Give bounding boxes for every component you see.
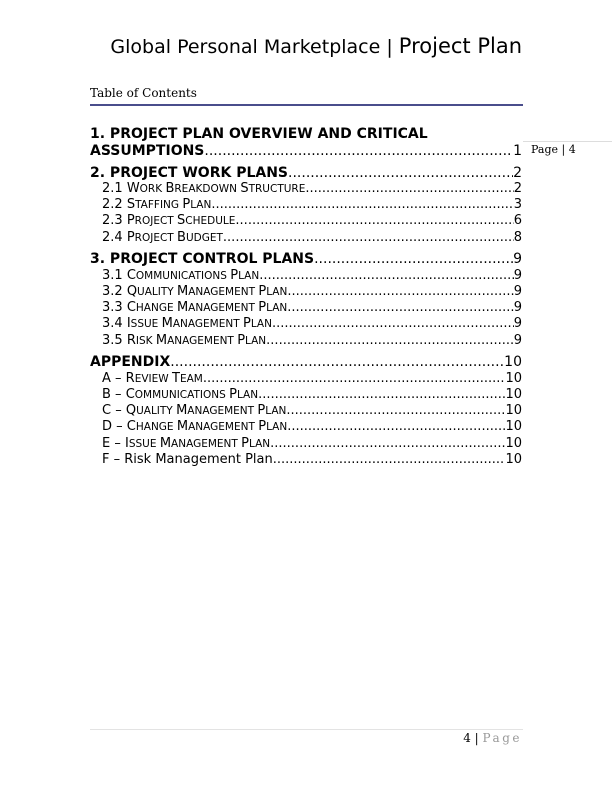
toc-entry-title: 3. PROJECT CONTROL PLANS xyxy=(90,251,315,268)
toc-entry-text: EAM xyxy=(179,372,203,385)
toc-entry-text: TAFFING xyxy=(135,199,183,212)
toc-leader-dots xyxy=(305,181,513,197)
toc-entry-text: LAN xyxy=(266,421,288,434)
toc-entry-page: 9 xyxy=(513,332,522,348)
toc-entry-page: 9 xyxy=(513,316,522,332)
toc-entry-text: T xyxy=(172,370,180,386)
toc-entry-page: 10 xyxy=(505,419,522,435)
toc-entry-text: LAN xyxy=(245,334,267,347)
toc-entry-number: B – xyxy=(102,387,126,403)
toc-entry-section-1[interactable] xyxy=(90,126,522,159)
toc-entry-text: SSUE xyxy=(128,437,160,450)
toc-entry-text: ANAGEMENT xyxy=(171,437,242,450)
toc-entry-text: S xyxy=(126,197,136,213)
toc-entry-number: 3.1 xyxy=(102,267,127,283)
table-of-contents xyxy=(90,126,522,468)
toc-leader-dots xyxy=(314,251,513,268)
toc-entry[interactable] xyxy=(90,213,522,229)
toc-entry-title xyxy=(102,333,266,349)
toc-leader-dots xyxy=(223,230,514,246)
toc-entry-text: M xyxy=(159,435,172,451)
toc-entry-text: TRUCTURE xyxy=(248,183,306,195)
toc-entry-text: EVIEW xyxy=(134,372,172,385)
toc-entry[interactable] xyxy=(90,403,522,419)
toc-entry-number: 3.2 xyxy=(102,284,127,300)
toc-entry-title xyxy=(102,284,287,300)
toc-entry-text: ANAGEMENT xyxy=(188,302,259,315)
toc-entry-text: P xyxy=(182,197,191,213)
toc-entry[interactable] xyxy=(90,452,522,468)
toc-entry-text: OMMUNICATIONS xyxy=(135,269,231,282)
toc-heading-rule xyxy=(90,104,523,106)
toc-entry-text: P xyxy=(126,213,135,229)
toc-leader-dots xyxy=(287,284,513,300)
toc-entry-text: ROJECT xyxy=(134,215,178,228)
toc-leader-dots xyxy=(286,403,505,419)
toc-entry-text: LAN xyxy=(236,389,259,402)
toc-entry[interactable] xyxy=(90,387,522,403)
toc-entry-number: 3.5 xyxy=(102,332,127,348)
toc-leader-dots xyxy=(287,300,513,316)
toc-entry-text: ANAGEMENT xyxy=(187,405,258,418)
toc-entry-title xyxy=(102,300,287,316)
toc-entry-number: D – xyxy=(102,419,127,435)
toc-entry-text: HANGE xyxy=(135,302,177,315)
toc-entry-text: P xyxy=(229,387,237,403)
toc-entry-text: SSUE xyxy=(130,318,162,331)
toc-entry-number: 2.4 xyxy=(102,229,127,245)
toc-appendix-items xyxy=(90,371,522,468)
toc-entry-title xyxy=(102,213,235,229)
toc-entry-number: A – xyxy=(102,370,126,386)
toc-entry-text: P xyxy=(242,316,251,332)
toc-leader-dots xyxy=(272,316,514,332)
toc-entry-text: ORK xyxy=(139,183,166,195)
toc-entry-title xyxy=(102,436,270,452)
toc-entry-text: B xyxy=(165,181,175,196)
toc-entry-title xyxy=(102,316,272,332)
toc-entry-title: APPENDIX xyxy=(90,354,171,371)
toc-entry-title xyxy=(102,230,223,246)
toc-entry-text: S xyxy=(240,181,249,196)
toc-entry-title-line1: 1. PROJECT PLAN OVERVIEW AND CRITICAL xyxy=(90,126,428,142)
toc-entry-text: ANAGEMENT xyxy=(188,421,259,434)
toc-entry-text: B xyxy=(177,229,186,245)
toc-leader-dots xyxy=(266,333,514,349)
toc-entry-text: P xyxy=(257,403,266,419)
toc-entry-number: 2.3 xyxy=(102,213,127,229)
side-page-label: Page | 4 xyxy=(531,143,576,156)
toc-entry-page: 1 xyxy=(513,142,522,159)
toc-entry-number: 2.2 xyxy=(102,197,127,213)
toc-entry[interactable] xyxy=(90,333,522,349)
toc-entry-text: CHEDULE xyxy=(185,215,236,228)
toc-entry[interactable] xyxy=(90,197,522,213)
toc-entry-text: C xyxy=(126,267,136,283)
toc-entry-title xyxy=(102,371,203,387)
toc-entry-text: LAN xyxy=(238,269,260,282)
toc-entry-page: 10 xyxy=(505,387,522,403)
toc-entry-text: Q xyxy=(125,403,137,419)
toc-entry-text: M xyxy=(176,419,189,435)
toc-entry-title xyxy=(102,197,211,213)
toc-leader-dots xyxy=(287,419,505,435)
toc-entry-text: C xyxy=(126,419,136,435)
side-page-rule xyxy=(523,141,612,142)
toc-leader-dots xyxy=(204,143,513,160)
toc-entry-page: 9 xyxy=(513,251,522,268)
toc-entry-text: UDGET xyxy=(185,231,223,244)
toc-entry-number: 3.3 xyxy=(102,300,127,316)
toc-entry-text: LAN xyxy=(249,437,271,450)
toc-entry-text: P xyxy=(258,300,267,316)
toc-entry-number: 3.4 xyxy=(102,316,127,332)
toc-entry-text: P xyxy=(258,284,267,300)
toc-entry-page: 10 xyxy=(505,435,522,451)
toc-entry-text: REAKDOWN xyxy=(174,183,241,195)
footer-separator: | xyxy=(470,731,483,745)
toc-leader-dots xyxy=(235,213,513,229)
toc-heading: Table of Contents xyxy=(90,86,197,100)
header-title-main: Global Personal Marketplace | xyxy=(110,36,399,58)
toc-leader-dots xyxy=(258,387,505,403)
footer-rule xyxy=(90,729,523,730)
toc-entry[interactable] xyxy=(90,268,522,284)
footer-page-word: Page xyxy=(482,731,522,745)
toc-entry-title xyxy=(102,403,286,419)
toc-entry-page: 9 xyxy=(513,300,522,316)
toc-entry-text: ROJECT xyxy=(134,231,178,244)
toc-entry-text: M xyxy=(176,403,188,419)
page-footer xyxy=(0,731,522,745)
toc-entry-text: W xyxy=(126,181,140,196)
toc-entry-text: C xyxy=(125,387,135,403)
toc-entry-title xyxy=(102,181,305,197)
toc-entry-number: 2.1 xyxy=(102,181,127,196)
toc-entry-text: P xyxy=(258,419,267,435)
toc-entry-text: Q xyxy=(126,284,138,300)
toc-entry-text: UALITY xyxy=(136,405,177,418)
toc-entry-page: 9 xyxy=(513,267,522,283)
toc-leader-dots xyxy=(170,354,504,371)
toc-entry-text: M xyxy=(177,284,189,300)
toc-entry-text: R xyxy=(126,332,136,348)
toc-entry-text: HANGE xyxy=(135,421,177,434)
toc-entry-text: LAN xyxy=(266,286,288,299)
toc-entry-page: 8 xyxy=(513,229,522,245)
toc-entry-title xyxy=(102,387,258,403)
toc-entry-page: 2 xyxy=(513,164,522,181)
toc-entry[interactable] xyxy=(90,284,522,300)
toc-leader-dots xyxy=(259,268,513,284)
toc-entry-page: 6 xyxy=(513,213,522,229)
toc-entry-page: 3 xyxy=(513,197,522,213)
toc-entry-text: C xyxy=(126,300,136,316)
toc-entry-text: P xyxy=(230,267,239,283)
toc-entry[interactable] xyxy=(90,181,522,197)
toc-entry[interactable] xyxy=(90,436,522,452)
toc-entry[interactable] xyxy=(90,371,522,387)
toc-entry-text: LAN xyxy=(190,199,212,212)
toc-entry-text: S xyxy=(177,213,186,229)
toc-entry-text: P xyxy=(241,435,249,451)
toc-entry-text: P xyxy=(237,332,246,348)
toc-section-2-items xyxy=(90,181,522,246)
toc-entry-text: ISK xyxy=(135,334,156,347)
toc-entry-page: 10 xyxy=(505,451,522,467)
toc-entry-page: 2 xyxy=(513,181,522,196)
toc-entry[interactable] xyxy=(90,419,522,435)
toc-entry-title xyxy=(102,268,259,284)
toc-entry-title xyxy=(102,452,273,468)
toc-entry-title: 2. PROJECT WORK PLANS xyxy=(90,164,289,181)
toc-entry-text: P xyxy=(126,229,135,245)
toc-entry-page: 10 xyxy=(504,354,522,371)
toc-entry-text: ANAGEMENT xyxy=(172,318,243,331)
toc-entry-title-line2: ASSUMPTIONS xyxy=(90,142,205,159)
toc-entry-text: M xyxy=(176,300,189,316)
toc-leader-dots xyxy=(288,165,513,182)
toc-entry-page: 9 xyxy=(513,284,522,300)
toc-entry-text: F – Risk Management Plan xyxy=(102,451,273,467)
toc-entry-text: LAN xyxy=(266,302,288,315)
toc-entry-text: OMMUNICATIONS xyxy=(134,389,230,402)
toc-entry-page: 10 xyxy=(505,370,522,386)
toc-entry[interactable] xyxy=(90,300,522,316)
toc-entry-text: ANAGEMENT xyxy=(188,286,259,299)
toc-entry-section-3[interactable] xyxy=(90,251,522,268)
toc-entry[interactable] xyxy=(90,230,522,246)
toc-entry-number: C – xyxy=(102,403,126,419)
toc-entry-text: R xyxy=(125,370,135,386)
toc-entry-text: M xyxy=(161,316,173,332)
toc-leader-dots xyxy=(270,436,505,452)
toc-entry-text: LAN xyxy=(250,318,272,331)
toc-entry-text: I xyxy=(124,435,129,451)
toc-entry-text: LAN xyxy=(265,405,287,418)
toc-leader-dots xyxy=(203,371,506,387)
toc-entry-text: I xyxy=(126,316,131,332)
toc-entry-section-2[interactable] xyxy=(90,165,522,182)
toc-entry[interactable] xyxy=(90,316,522,332)
toc-leader-dots xyxy=(211,197,513,213)
footer-page-number: 4 xyxy=(463,731,471,745)
toc-leader-dots xyxy=(273,452,506,468)
toc-section-3-items xyxy=(90,268,522,349)
document-header-title xyxy=(0,34,522,58)
toc-entry-title xyxy=(102,419,287,435)
toc-entry-text: UALITY xyxy=(137,286,178,299)
toc-entry-text: ANAGEMENT xyxy=(167,334,238,347)
toc-entry-appendix[interactable] xyxy=(90,354,522,371)
toc-entry-number: E – xyxy=(102,435,125,451)
toc-entry-text: M xyxy=(155,332,168,348)
header-title-tail: Project Plan xyxy=(398,34,522,58)
toc-entry-page: 10 xyxy=(505,403,522,419)
